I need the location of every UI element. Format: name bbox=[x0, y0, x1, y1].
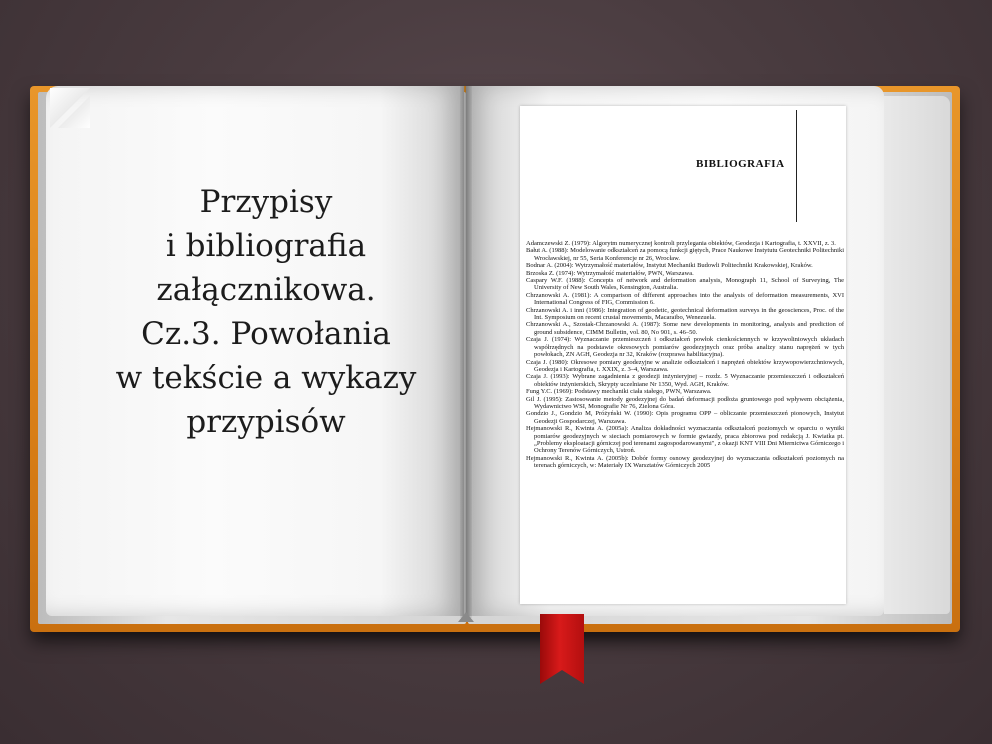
bibliography-entry: Chrzanowski A. i inni (1986): Integration of geodetic, geotechnical deformation surveys in the geosciences, Proc. of the Int. Symposium on recent crustal movements, Macaraibo, Wenezuela. bbox=[526, 306, 844, 322]
bibliography-entry: Hejmanowski R., Kwinta A. (2005a): Analiza dokładności wyznaczania odkształceń poziomych w oparciu o wyniki pomiarów geodezyjnych w sieciach pomiarowych w formie gwiazdy, praca zbiorowa pod redakcją J. Kwiatka pt. „Problemy eksploatacji górniczej pod terenami zagospodarowanymi", z okazji KNT VIII Dni Miernictwa Górniczego i Ochrony Terenów Górniczych, Ustroń. bbox=[526, 425, 844, 455]
bibliography-entry: Gondzio J., Gondzio M, Próżyński W. (1990): Opis programu OPP – obliczanie przemieszczeń pionowych, Instytut Geodezji Gospodarczej, Warszawa. bbox=[526, 410, 844, 425]
bibliography-entry: Czaja J. (1980): Okresowe pomiary geodezyjne w analizie odkształceń i naprężeń obiektów krzywopowierzchniowych, Geodezja i Kartografia, t. XXIX, z. 3–4, Warszawa. bbox=[526, 358, 844, 373]
right-page-edge bbox=[884, 96, 950, 614]
bibliography-sheet bbox=[520, 106, 846, 604]
book-spine bbox=[460, 86, 472, 618]
title-line: i bibliografia bbox=[165, 228, 367, 264]
bibliography-entry: Czaja J. (1974): Wyznaczanie przemieszczeń i odkształceń powłok cienkościennych w krzywoliniowych układach współrzędnych na podstawie okresowych pomiarów geodezyjnych oraz próba analizy stanu naprężeń w tych powłokach, ZN AGH, Geodezja nr 32, Kraków (rozprawa habilitacyjna). bbox=[526, 336, 844, 359]
title-line: Przypisy bbox=[199, 184, 333, 220]
vertical-rule bbox=[796, 110, 797, 222]
bibliography-entry: Fung Y.C. (1969): Podstawy mechaniki ciała stałego, PWN, Warszawa. bbox=[526, 388, 712, 396]
bookmark-ribbon bbox=[540, 614, 584, 684]
spine-tip bbox=[458, 612, 474, 622]
bibliography-entry: Chrzanowski A. (1981): A comparison of different approaches into the analysis of deformation measurements, XVI International Congress of FIG, Commission 6. bbox=[526, 291, 844, 307]
bibliography-entry: Brzoska Z. (1974): Wytrzymałość materiałów, PWN, Warszawa. bbox=[526, 269, 694, 277]
bibliography-entry: Caspary W.F. (1988): Concepts of network and deformation analysis, Monograph 11, School of Surveying, The University of New South Wales, Kensington, Australia. bbox=[526, 277, 844, 292]
bibliography-heading: BIBLIOGRAFIA bbox=[696, 158, 785, 170]
title-line: załącznikowa. bbox=[156, 272, 376, 308]
bibliography-entry: Chrzanowski A., Szostak-Chrzanowski A. (1987): Some new developments in monitoring, analysis and prediction of ground subsidence, CIMM Bulletin, vol. 80, No 901, s. 46–50. bbox=[526, 321, 844, 336]
title-line: przypisów bbox=[186, 404, 346, 440]
bibliography-entry: Gil J. (1995): Zastosowanie metody geodezyjnej do badań deformacji podłoża gruntowego pod wpływem obciążenia, Wydawnictwo WSI, Monografie Nr 76, Zielona Góra. bbox=[526, 395, 844, 410]
bibliography-entry: Czaja J. (1993): Wybrane zagadnienia z geodezji inżynieryjnej – rozdz. 5 Wyznaczanie przemieszczeń i odkształceń obiektów inżynierskich, Skrypty uczelniane Nr 1350, Wyd. AGH, Kraków. bbox=[526, 373, 844, 388]
page-title bbox=[96, 180, 436, 444]
bibliography-entry: Bodnar A. (2004): Wytrzymałość materiałów, Instytut Mechaniki Budowli Politechniki Krakowskiej, Kraków. bbox=[526, 262, 813, 270]
title-line: Cz.3. Powołania bbox=[141, 316, 391, 352]
bibliography-entry: Hejmanowski R., Kwinta A. (2005b): Dobór formy osnowy geodezyjnej do wyznaczania odkształceń poziomych na terenach górniczych, w: Materiały IX Warsztatów Górniczych 2005 bbox=[526, 454, 844, 470]
bibliography-list bbox=[526, 240, 844, 470]
bibliography-entry: Adamczewski Z. (1979): Algorytm numerycznej kontroli przylegania obiektów, Geodezja i Kartografia, t. XXVII, z. 3. bbox=[526, 240, 836, 247]
title-line: w tekście a wykazy bbox=[115, 360, 417, 396]
bibliography-entry: Bałut A. (1988): Modelowanie odkształceń za pomocą funkcji giętych, Prace Naukowe Instytutu Geotechniki Politechniki Wrocławskiej, nr 55, Seria Konferencje nr 26, Wrocław. bbox=[526, 247, 844, 262]
